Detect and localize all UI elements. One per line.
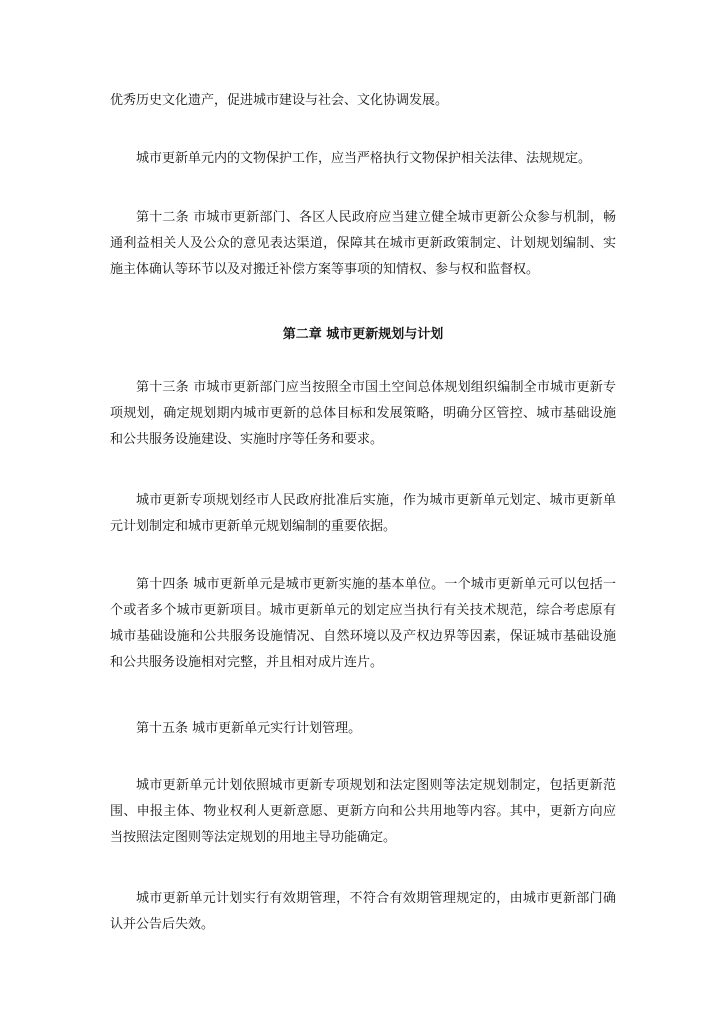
article-13: 第十三条 市城市更新部门应当按照全市国土空间总体规划组织编制全市城市更新专项规划，确定规划期内城市更新的总体目标和发展策略，明确分区管控、城市基础设施和公共服务设施建设、实施时序等任务和要求。 xyxy=(110,380,616,447)
paragraph-cultural-relics: 城市更新单元内的文物保护工作，应当严格执行文物保护相关法律、法规规定。 xyxy=(136,151,592,166)
paragraph-continuation: 优秀历史文化遗产，促进城市建设与社会、文化协调发展。 xyxy=(110,93,449,108)
article-14: 第十四条 城市更新单元是城市更新实施的基本单位。一个城市更新单元可以包括一个或者多个城市更新项目。城市更新单元的划定应当执行有关技术规范，综合考虑原有城市基础设施和公共服务设施情况、自然环境以及产权边界等因素，保证城市基础设施和公共服务设施相对完整，并且相对成片连片。 xyxy=(110,577,616,670)
article-12: 第十二条 市城市更新部门、各区人民政府应当建立健全城市更新公众参与机制，畅通利益相关人及公众的意见表达渠道，保障其在城市更新政策制定、计划规划编制、实施主体确认等环节以及对搬迁补偿方案等事项的知情权、参与权和监督权。 xyxy=(110,210,616,277)
paragraph-special-plan: 城市更新专项规划经市人民政府批准后实施，作为城市更新单元划定、城市更新单元计划制定和城市更新单元规划编制的重要依据。 xyxy=(110,493,616,534)
paragraph-unit-plan: 城市更新单元计划依照城市更新专项规划和法定图则等法定规划制定，包括更新范围、申报主体、物业权利人更新意愿、更新方向和公共用地等内容。其中，更新方向应当按照法定图则等法定规划的用地主导功能确定。 xyxy=(110,778,616,845)
article-15: 第十五条 城市更新单元实行计划管理。 xyxy=(136,721,362,736)
chapter-heading: 第二章 城市更新规划与计划 xyxy=(282,327,444,342)
paragraph-validity: 城市更新单元计划实行有效期管理，不符合有效期管理规定的，由城市更新部门确认并公告后失效。 xyxy=(110,891,616,932)
